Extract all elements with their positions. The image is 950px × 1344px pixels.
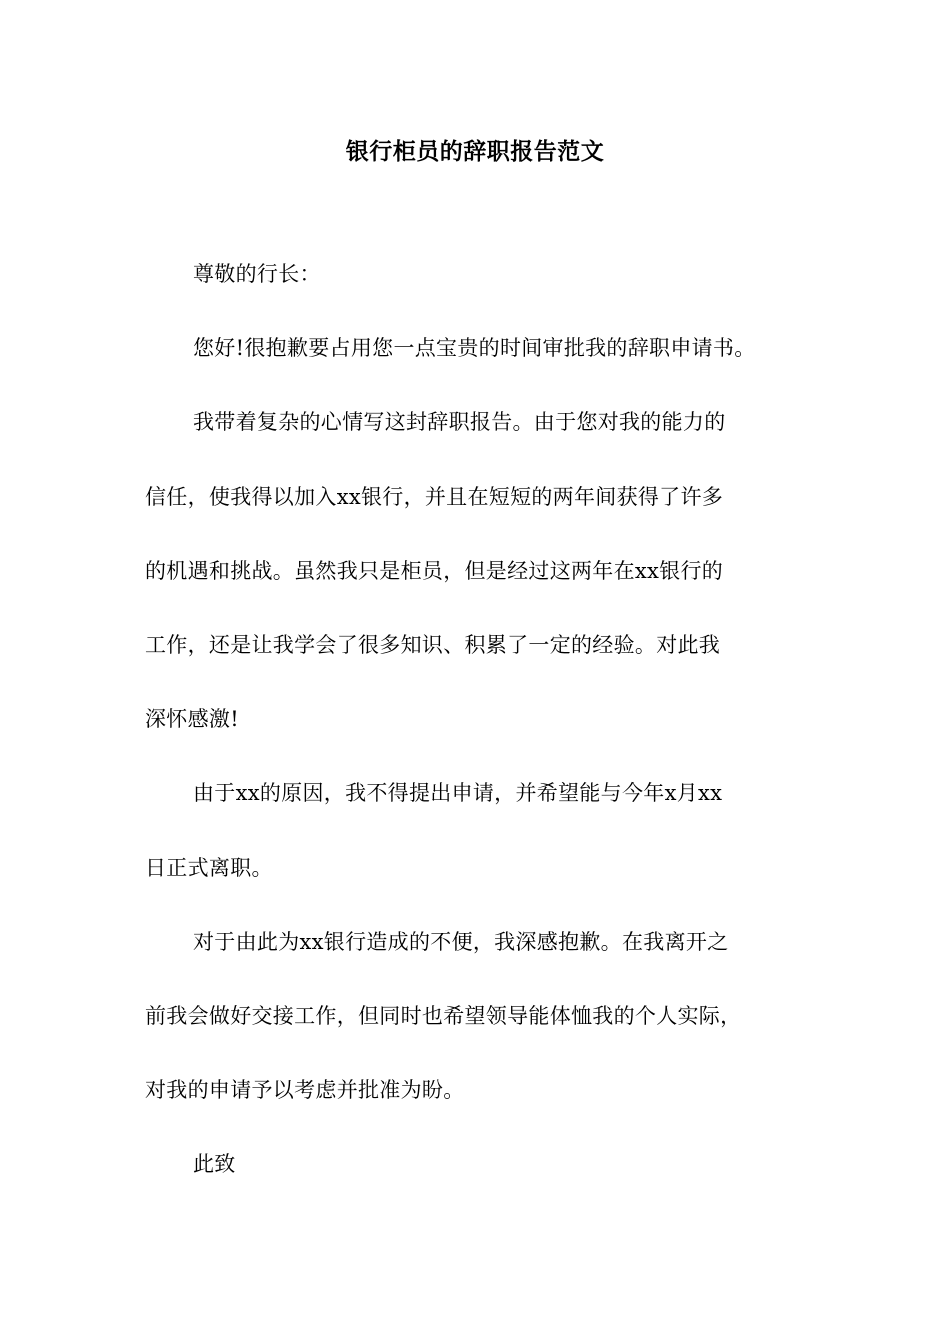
document-title: 银行柜员的辞职报告范文 bbox=[345, 138, 605, 165]
document-body bbox=[145, 256, 815, 1183]
body-line: 的机遇和挑战。虽然我只是柜员，但是经过这两年在xx银行的 bbox=[145, 558, 724, 583]
closing-line: 此致 bbox=[193, 1152, 236, 1177]
salutation: 尊敬的行长： bbox=[193, 262, 321, 286]
body-line: 由于xx的原因，我不得提出申请，并希望能与今年x月xx bbox=[193, 781, 723, 806]
body-line: 深怀感激! bbox=[145, 707, 239, 732]
body-line: 对我的申请予以考虑并批准为盼。 bbox=[145, 1078, 465, 1103]
body-line: 对于由此为xx银行造成的不便，我深感抱歉。在我离开之 bbox=[193, 929, 729, 954]
body-line: 工作，还是让我学会了很多知识、积累了一定的经验。对此我 bbox=[145, 632, 721, 657]
body-line: 您好!很抱歉要占用您一点宝贵的时间审批我的辞职申请书。 bbox=[193, 336, 756, 361]
body-line: 信任，使我得以加入xx银行，并且在短短的两年间获得了许多 bbox=[145, 484, 724, 509]
body-line: 前我会做好交接工作，但同时也希望领导能体恤我的个人实际， bbox=[145, 1003, 742, 1028]
body-line: 我带着复杂的心情写这封辞职报告。由于您对我的能力的 bbox=[193, 410, 726, 435]
body-line: 日正式离职。 bbox=[145, 855, 273, 880]
